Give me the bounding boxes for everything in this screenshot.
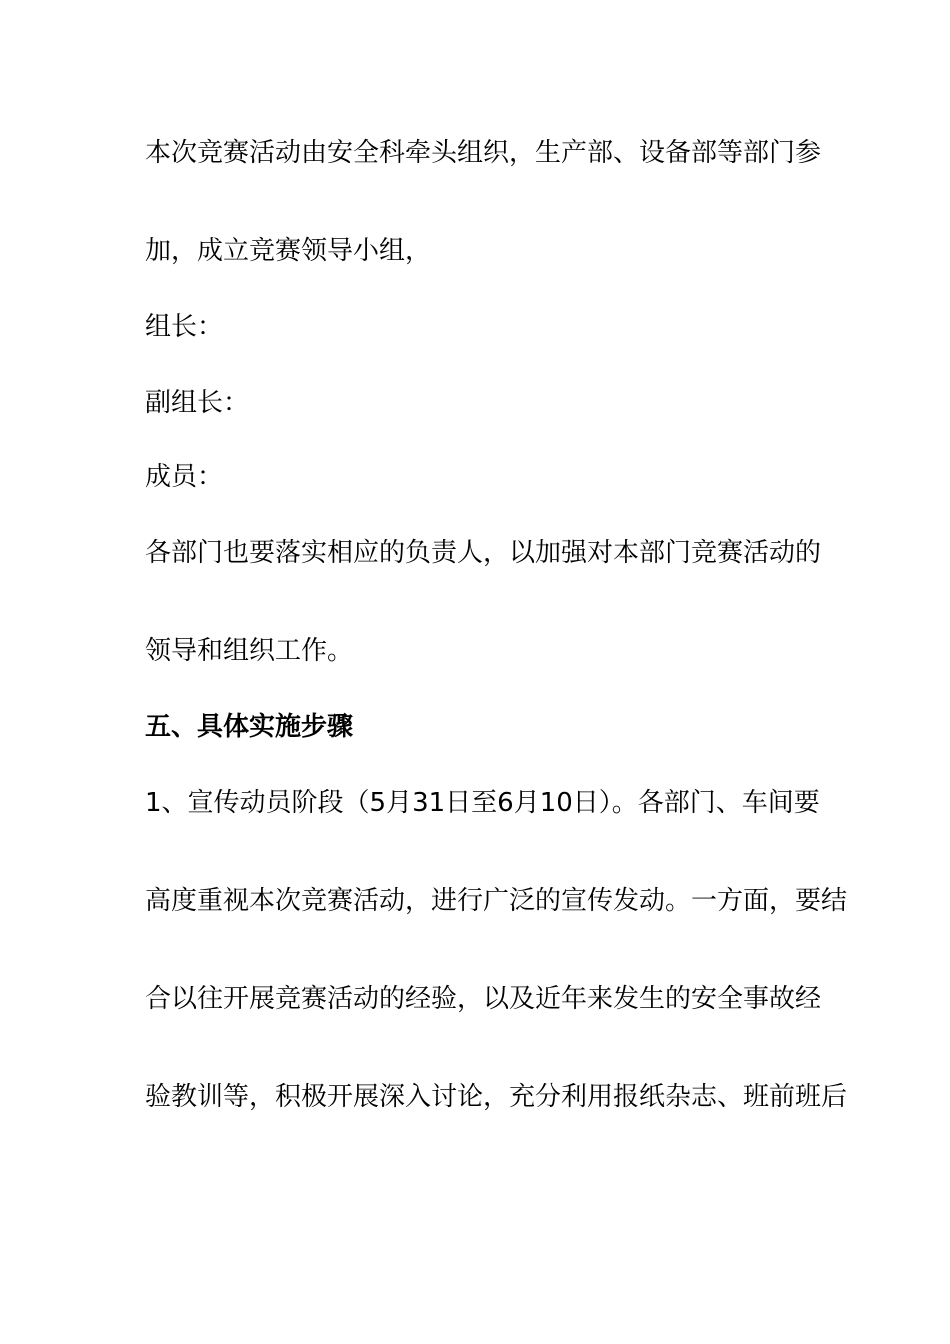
paragraph-line: 领导和组织工作。 — [145, 636, 354, 666]
paragraph-line: 本次竞赛活动由安全科牵头组织，生产部、设备部等部门参 — [145, 138, 822, 168]
deputy-leader-label: 副组长： — [145, 388, 250, 418]
group-leader-label: 组长： — [145, 312, 224, 342]
paragraph-line: 1、宣传动员阶段（5月31日至6月10日）。各部门、车间要 — [145, 788, 820, 818]
section-heading: 五、具体实施步骤 — [145, 712, 354, 742]
paragraph-line: 验教训等，积极开展深入讨论，充分利用报纸杂志、班前班后 — [145, 1082, 848, 1112]
paragraph-line: 高度重视本次竞赛活动，进行广泛的宣传发动。一方面，要结 — [145, 886, 848, 916]
paragraph-line: 各部门也要落实相应的负责人，以加强对本部门竞赛活动的 — [145, 538, 822, 568]
paragraph-line: 加，成立竞赛领导小组， — [145, 236, 432, 266]
paragraph-line: 合以往开展竞赛活动的经验，以及近年来发生的安全事故经 — [145, 984, 822, 1014]
members-label: 成员： — [145, 462, 224, 492]
